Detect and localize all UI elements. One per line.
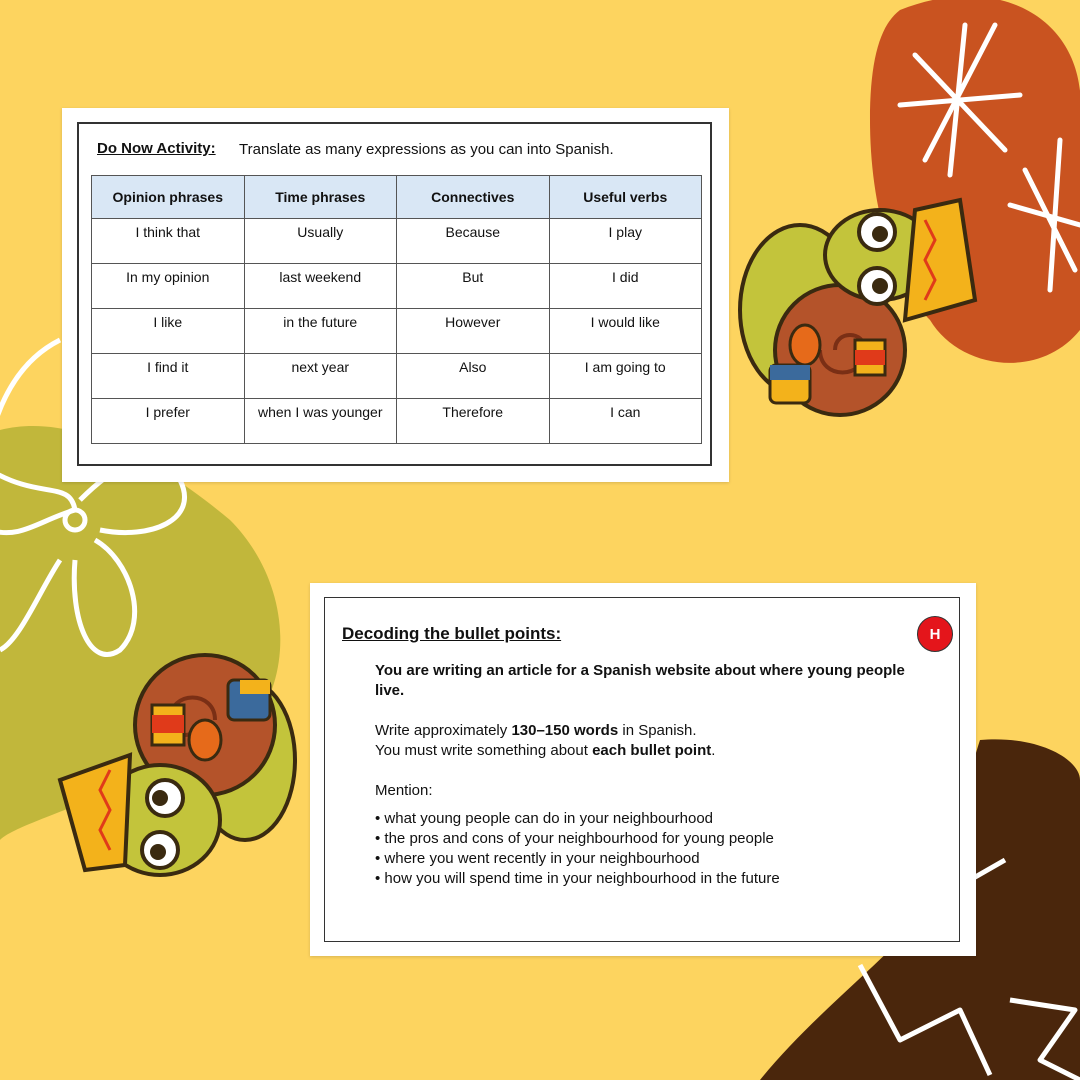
requirement-bold: each bullet point	[592, 742, 712, 759]
table-cell: I like	[92, 309, 245, 354]
table-row	[92, 399, 702, 444]
table-cell: I find it	[92, 354, 245, 399]
word-count-bold: 130–150 words	[511, 722, 619, 739]
word-count-line	[375, 721, 935, 741]
word-count-post: in Spanish.	[618, 722, 697, 739]
bullet-point: • what young people can do in your neighbourhood	[375, 810, 714, 827]
vocab-table	[91, 175, 702, 444]
table-cell: when I was younger	[244, 399, 397, 444]
table-row	[92, 309, 702, 354]
table-cell: I can	[549, 399, 702, 444]
table-cell: Because	[397, 219, 550, 264]
table-row	[92, 219, 702, 264]
column-header: Useful verbs	[549, 176, 702, 219]
requirement-post: .	[711, 742, 716, 759]
requirement-pre: You must write something about	[375, 742, 593, 759]
decoding-body	[375, 661, 935, 889]
table-cell: But	[397, 264, 550, 309]
column-header: Connectives	[397, 176, 550, 219]
table-cell: I think that	[92, 219, 245, 264]
higher-tier-badge: H	[917, 616, 953, 652]
task-statement: You are writing an article for a Spanish website about where young people live.	[375, 662, 905, 699]
table-cell: I am going to	[549, 354, 702, 399]
mention-label: Mention:	[375, 782, 433, 799]
bullet-point: • the pros and cons of your neighbourhood for young people	[375, 830, 774, 847]
do-now-frame	[77, 122, 712, 466]
table-cell: next year	[244, 354, 397, 399]
table-cell: I prefer	[92, 399, 245, 444]
table-cell: I did	[549, 264, 702, 309]
do-now-card	[62, 108, 729, 482]
table-cell: In my opinion	[92, 264, 245, 309]
do-now-instruction: Translate as many expressions as you can into Spanish.	[239, 141, 614, 158]
decoding-title: Decoding the bullet points:	[342, 624, 562, 643]
word-count-pre: Write approximately	[375, 722, 512, 739]
table-cell: last weekend	[244, 264, 397, 309]
column-header: Time phrases	[244, 176, 397, 219]
table-cell: Also	[397, 354, 550, 399]
table-cell: I would like	[549, 309, 702, 354]
table-cell: I play	[549, 219, 702, 264]
bullet-point: • how you will spend time in your neighbourhood in the future	[375, 870, 780, 887]
table-row	[92, 354, 702, 399]
decoding-card	[310, 583, 976, 956]
bullet-point: • where you went recently in your neighbourhood	[375, 850, 700, 867]
table-cell: in the future	[244, 309, 397, 354]
bullet-requirement-line	[375, 741, 935, 761]
table-cell: However	[397, 309, 550, 354]
orange-blob	[870, 0, 1080, 363]
table-cell: Usually	[244, 219, 397, 264]
decoding-frame	[324, 597, 960, 942]
do-now-title: Do Now Activity:	[97, 140, 216, 157]
column-header: Opinion phrases	[92, 176, 245, 219]
table-cell: Therefore	[397, 399, 550, 444]
snail-mascot-top	[740, 200, 975, 415]
table-header-row	[92, 176, 702, 219]
table-row	[92, 264, 702, 309]
